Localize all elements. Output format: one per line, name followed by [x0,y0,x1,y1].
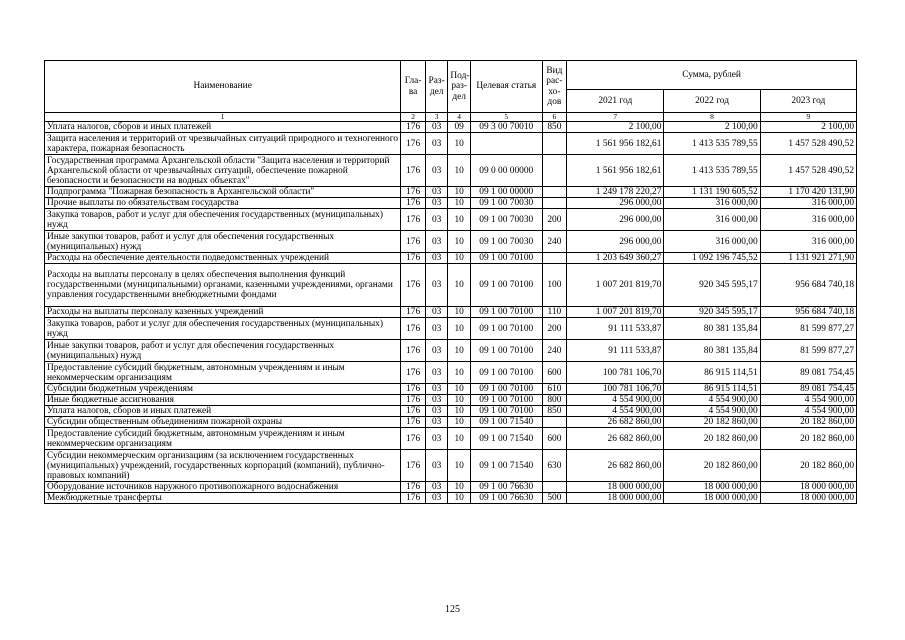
row-podrazdel: 10 [448,493,471,504]
row-name: Иные закупки товаров, работ и услуг для обеспечения государственных (муниципальных) нужд [45,340,401,362]
row-name: Расходы на выплаты персоналу казенных учреждений [45,307,401,318]
row-target: 09 1 00 70100 [470,384,542,395]
row-sum-2022: 2 100,00 [664,122,760,133]
row-podrazdel: 10 [448,253,471,264]
row-glava: 176 [401,307,426,318]
row-sum-2022: 1 092 196 745,52 [664,253,760,264]
row-target: 09 0 00 00000 [470,155,542,187]
header-razdel: Раз-дел [425,61,448,113]
row-name: Уплата налогов, сборов и иных платежей [45,122,401,133]
column-number: 7 [567,113,664,122]
row-vid [542,198,567,209]
row-glava: 176 [401,482,426,493]
row-sum-2023: 4 554 900,00 [760,406,856,417]
row-sum-2022: 20 182 860,00 [664,450,760,482]
row-sum-2022: 20 182 860,00 [664,417,760,428]
row-sum-2021: 91 111 533,87 [567,318,664,340]
table-row [45,209,857,231]
row-vid: 100 [542,264,567,307]
table-row [45,264,857,307]
row-razdel: 03 [425,493,448,504]
row-sum-2022: 4 554 900,00 [664,395,760,406]
row-sum-2022: 18 000 000,00 [664,482,760,493]
row-glava: 176 [401,417,426,428]
row-vid: 850 [542,122,567,133]
row-vid: 610 [542,384,567,395]
row-name: Уплата налогов, сборов и иных платежей [45,406,401,417]
row-razdel: 03 [425,417,448,428]
table-row [45,428,857,450]
row-sum-2023: 20 182 860,00 [760,417,856,428]
row-razdel: 03 [425,482,448,493]
table-row [45,155,857,187]
column-number: 3 [425,113,448,122]
row-sum-2021: 296 000,00 [567,231,664,253]
row-vid [542,155,567,187]
row-razdel: 03 [425,406,448,417]
row-razdel: 03 [425,340,448,362]
row-sum-2021: 26 682 860,00 [567,417,664,428]
row-target [470,133,542,155]
row-sum-2022: 920 345 595,17 [664,307,760,318]
row-podrazdel: 10 [448,384,471,395]
row-sum-2022: 80 381 135,84 [664,340,760,362]
row-name: Прочие выплаты по обязательствам государства [45,198,401,209]
table-row [45,253,857,264]
column-number: 8 [664,113,760,122]
row-vid: 200 [542,318,567,340]
row-sum-2022: 86 915 114,51 [664,384,760,395]
row-name: Субсидии бюджетным учреждениям [45,384,401,395]
budget-table [44,60,857,504]
table-row [45,198,857,209]
row-target: 09 1 00 70100 [470,264,542,307]
column-number: 6 [542,113,567,122]
row-razdel: 03 [425,231,448,253]
row-razdel: 03 [425,384,448,395]
row-sum-2021: 4 554 900,00 [567,395,664,406]
row-podrazdel: 10 [448,417,471,428]
row-sum-2021: 100 781 106,70 [567,384,664,395]
row-name: Расходы на обеспечение деятельности подведомственных учреждений [45,253,401,264]
row-sum-2021: 296 000,00 [567,198,664,209]
table-row [45,362,857,384]
row-sum-2022: 1 413 535 789,55 [664,155,760,187]
row-sum-2021: 1 203 649 360,27 [567,253,664,264]
header-year-2021: 2021 год [567,90,664,113]
row-sum-2022: 86 915 114,51 [664,362,760,384]
row-podrazdel: 10 [448,155,471,187]
row-razdel: 03 [425,155,448,187]
row-name: Защита населения и территорий от чрезвычайных ситуаций природного и техногенного характера, пожарная безопасность [45,133,401,155]
row-sum-2021: 2 100,00 [567,122,664,133]
row-name: Закупка товаров, работ и услуг для обеспечения государственных (муниципальных) нужд [45,209,401,231]
row-target: 09 1 00 71540 [470,417,542,428]
row-sum-2023: 1 457 528 490,52 [760,133,856,155]
row-target: 09 1 00 70100 [470,253,542,264]
row-sum-2023: 316 000,00 [760,209,856,231]
row-glava: 176 [401,450,426,482]
row-sum-2023: 316 000,00 [760,231,856,253]
column-numbers-row [45,113,857,122]
header-glava: Гла-ва [401,61,426,113]
row-vid: 110 [542,307,567,318]
row-sum-2022: 1 131 190 605,52 [664,187,760,198]
row-sum-2022: 20 182 860,00 [664,428,760,450]
row-sum-2023: 2 100,00 [760,122,856,133]
row-name: Иные закупки товаров, работ и услуг для обеспечения государственных (муниципальных) нужд [45,231,401,253]
row-name: Расходы на выплаты персоналу в целях обеспечения выполнения функций государственными (муниципальными) органами, казенными учреждениями, органами управления государственными внебюджетными фондами [45,264,401,307]
row-glava: 176 [401,209,426,231]
row-target: 09 1 00 71540 [470,428,542,450]
table-row [45,231,857,253]
row-sum-2022: 316 000,00 [664,231,760,253]
row-target: 09 1 00 70030 [470,231,542,253]
row-podrazdel: 10 [448,362,471,384]
row-sum-2021: 1 007 201 819,70 [567,307,664,318]
row-podrazdel: 10 [448,318,471,340]
row-razdel: 03 [425,450,448,482]
header-vid: Вид рас-хо-дов [542,61,567,113]
row-sum-2023: 956 684 740,18 [760,307,856,318]
table-row [45,133,857,155]
row-glava: 176 [401,122,426,133]
row-razdel: 03 [425,395,448,406]
table-row [45,406,857,417]
row-name: Субсидии некоммерческим организациям (за исключением государственных (муниципальных) учреждений, государственных корпораций (компаний), публично-правовых компаний) [45,450,401,482]
row-sum-2021: 100 781 106,70 [567,362,664,384]
table-row [45,417,857,428]
row-sum-2023: 1 131 921 271,90 [760,253,856,264]
row-target: 09 1 00 70030 [470,198,542,209]
row-sum-2023: 89 081 754,45 [760,362,856,384]
row-podrazdel: 10 [448,198,471,209]
row-sum-2021: 1 561 956 182,61 [567,133,664,155]
row-sum-2021: 4 554 900,00 [567,406,664,417]
row-name: Межбюджетные трансферты [45,493,401,504]
row-sum-2022: 1 413 535 789,55 [664,133,760,155]
row-glava: 176 [401,133,426,155]
row-vid: 240 [542,231,567,253]
row-razdel: 03 [425,362,448,384]
row-name: Субсидии общественным объединениям пожарной охраны [45,417,401,428]
row-target: 09 1 00 76630 [470,493,542,504]
row-name: Закупка товаров, работ и услуг для обеспечения государственных (муниципальных) нужд [45,318,401,340]
row-vid: 240 [542,340,567,362]
header-sum: Сумма, рублей [567,61,857,90]
row-sum-2023: 18 000 000,00 [760,493,856,504]
row-target: 09 1 00 70100 [470,340,542,362]
row-sum-2021: 1 249 178 220,27 [567,187,664,198]
page-number: 125 [445,604,460,615]
row-glava: 176 [401,493,426,504]
row-vid: 500 [542,493,567,504]
row-sum-2023: 81 599 877,27 [760,340,856,362]
row-sum-2021: 18 000 000,00 [567,482,664,493]
row-razdel: 03 [425,122,448,133]
row-name: Государственная программа Архангельской области "Защита населения и территорий Архангельской области от чрезвычайных ситуаций, обеспечение пожарной безопасности и безопасности на водных объектах" [45,155,401,187]
table-row [45,307,857,318]
row-sum-2022: 18 000 000,00 [664,493,760,504]
row-target: 09 1 00 71540 [470,450,542,482]
row-sum-2023: 18 000 000,00 [760,482,856,493]
header-target: Целевая статья [470,61,542,113]
row-sum-2022: 80 381 135,84 [664,318,760,340]
row-name: Иные бюджетные ассигнования [45,395,401,406]
row-target: 09 1 00 70100 [470,307,542,318]
column-number: 5 [470,113,542,122]
row-target: 09 3 00 70010 [470,122,542,133]
row-target: 09 1 00 70100 [470,318,542,340]
row-razdel: 03 [425,187,448,198]
row-razdel: 03 [425,307,448,318]
row-target: 09 1 00 76630 [470,482,542,493]
row-vid [542,253,567,264]
row-vid [542,187,567,198]
column-number: 4 [448,113,471,122]
row-sum-2023: 20 182 860,00 [760,428,856,450]
row-target: 09 1 00 70100 [470,362,542,384]
row-name: Предоставление субсидий бюджетным, автономным учреждениям и иным некоммерческим организациям [45,428,401,450]
row-glava: 176 [401,155,426,187]
table-body [45,122,857,504]
row-glava: 176 [401,395,426,406]
row-podrazdel: 10 [448,395,471,406]
row-vid: 200 [542,209,567,231]
row-sum-2023: 81 599 877,27 [760,318,856,340]
table-row [45,384,857,395]
column-number: 1 [45,113,401,122]
row-sum-2023: 956 684 740,18 [760,264,856,307]
row-glava: 176 [401,318,426,340]
row-target: 09 1 00 70100 [470,395,542,406]
row-razdel: 03 [425,209,448,231]
row-glava: 176 [401,231,426,253]
row-razdel: 03 [425,264,448,307]
row-sum-2021: 1 561 956 182,61 [567,155,664,187]
row-target: 09 1 00 00000 [470,187,542,198]
row-sum-2022: 4 554 900,00 [664,406,760,417]
row-vid: 850 [542,406,567,417]
column-number: 9 [760,113,856,122]
row-podrazdel: 10 [448,187,471,198]
row-glava: 176 [401,264,426,307]
row-razdel: 03 [425,198,448,209]
row-vid [542,133,567,155]
row-name: Предоставление субсидий бюджетным, автономным учреждениям и иным некоммерческим организациям [45,362,401,384]
row-glava: 176 [401,428,426,450]
header-name: Наименование [45,61,401,113]
row-glava: 176 [401,362,426,384]
row-podrazdel: 10 [448,133,471,155]
row-podrazdel: 10 [448,231,471,253]
row-sum-2023: 1 170 420 131,90 [760,187,856,198]
table-row [45,395,857,406]
table-row [45,482,857,493]
row-sum-2022: 316 000,00 [664,198,760,209]
table-row [45,122,857,133]
row-podrazdel: 10 [448,450,471,482]
table-row [45,187,857,198]
header-podrazdel: Под-раз-дел [448,61,471,113]
row-podrazdel: 10 [448,340,471,362]
row-vid: 600 [542,428,567,450]
row-sum-2023: 4 554 900,00 [760,395,856,406]
row-razdel: 03 [425,253,448,264]
row-target: 09 1 00 70100 [470,406,542,417]
row-sum-2023: 1 457 528 490,52 [760,155,856,187]
table-row [45,493,857,504]
row-razdel: 03 [425,428,448,450]
row-sum-2022: 920 345 595,17 [664,264,760,307]
row-vid [542,417,567,428]
row-razdel: 03 [425,133,448,155]
column-number: 2 [401,113,426,122]
row-vid: 800 [542,395,567,406]
row-sum-2021: 296 000,00 [567,209,664,231]
row-sum-2023: 316 000,00 [760,198,856,209]
table-row [45,318,857,340]
row-podrazdel: 10 [448,264,471,307]
row-name: Оборудование источников наружного противопожарного водоснабжения [45,482,401,493]
header-year-2023: 2023 год [760,90,856,113]
row-podrazdel: 09 [448,122,471,133]
row-podrazdel: 10 [448,209,471,231]
row-sum-2021: 1 007 201 819,70 [567,264,664,307]
table-row [45,340,857,362]
row-podrazdel: 10 [448,482,471,493]
row-vid: 600 [542,362,567,384]
row-vid: 630 [542,450,567,482]
row-sum-2023: 20 182 860,00 [760,450,856,482]
row-name: Подпрограмма "Пожарная безопасность в Архангельской области" [45,187,401,198]
row-sum-2021: 91 111 533,87 [567,340,664,362]
row-glava: 176 [401,198,426,209]
row-vid [542,482,567,493]
row-sum-2022: 316 000,00 [664,209,760,231]
table-row [45,450,857,482]
row-glava: 176 [401,340,426,362]
table-header [45,61,857,122]
row-glava: 176 [401,406,426,417]
row-sum-2021: 18 000 000,00 [567,493,664,504]
row-target: 09 1 00 70030 [470,209,542,231]
row-sum-2021: 26 682 860,00 [567,450,664,482]
row-sum-2023: 89 081 754,45 [760,384,856,395]
row-glava: 176 [401,384,426,395]
row-glava: 176 [401,253,426,264]
row-podrazdel: 10 [448,307,471,318]
row-sum-2021: 26 682 860,00 [567,428,664,450]
header-year-2022: 2022 год [664,90,760,113]
row-razdel: 03 [425,318,448,340]
row-podrazdel: 10 [448,428,471,450]
row-glava: 176 [401,187,426,198]
row-podrazdel: 10 [448,406,471,417]
